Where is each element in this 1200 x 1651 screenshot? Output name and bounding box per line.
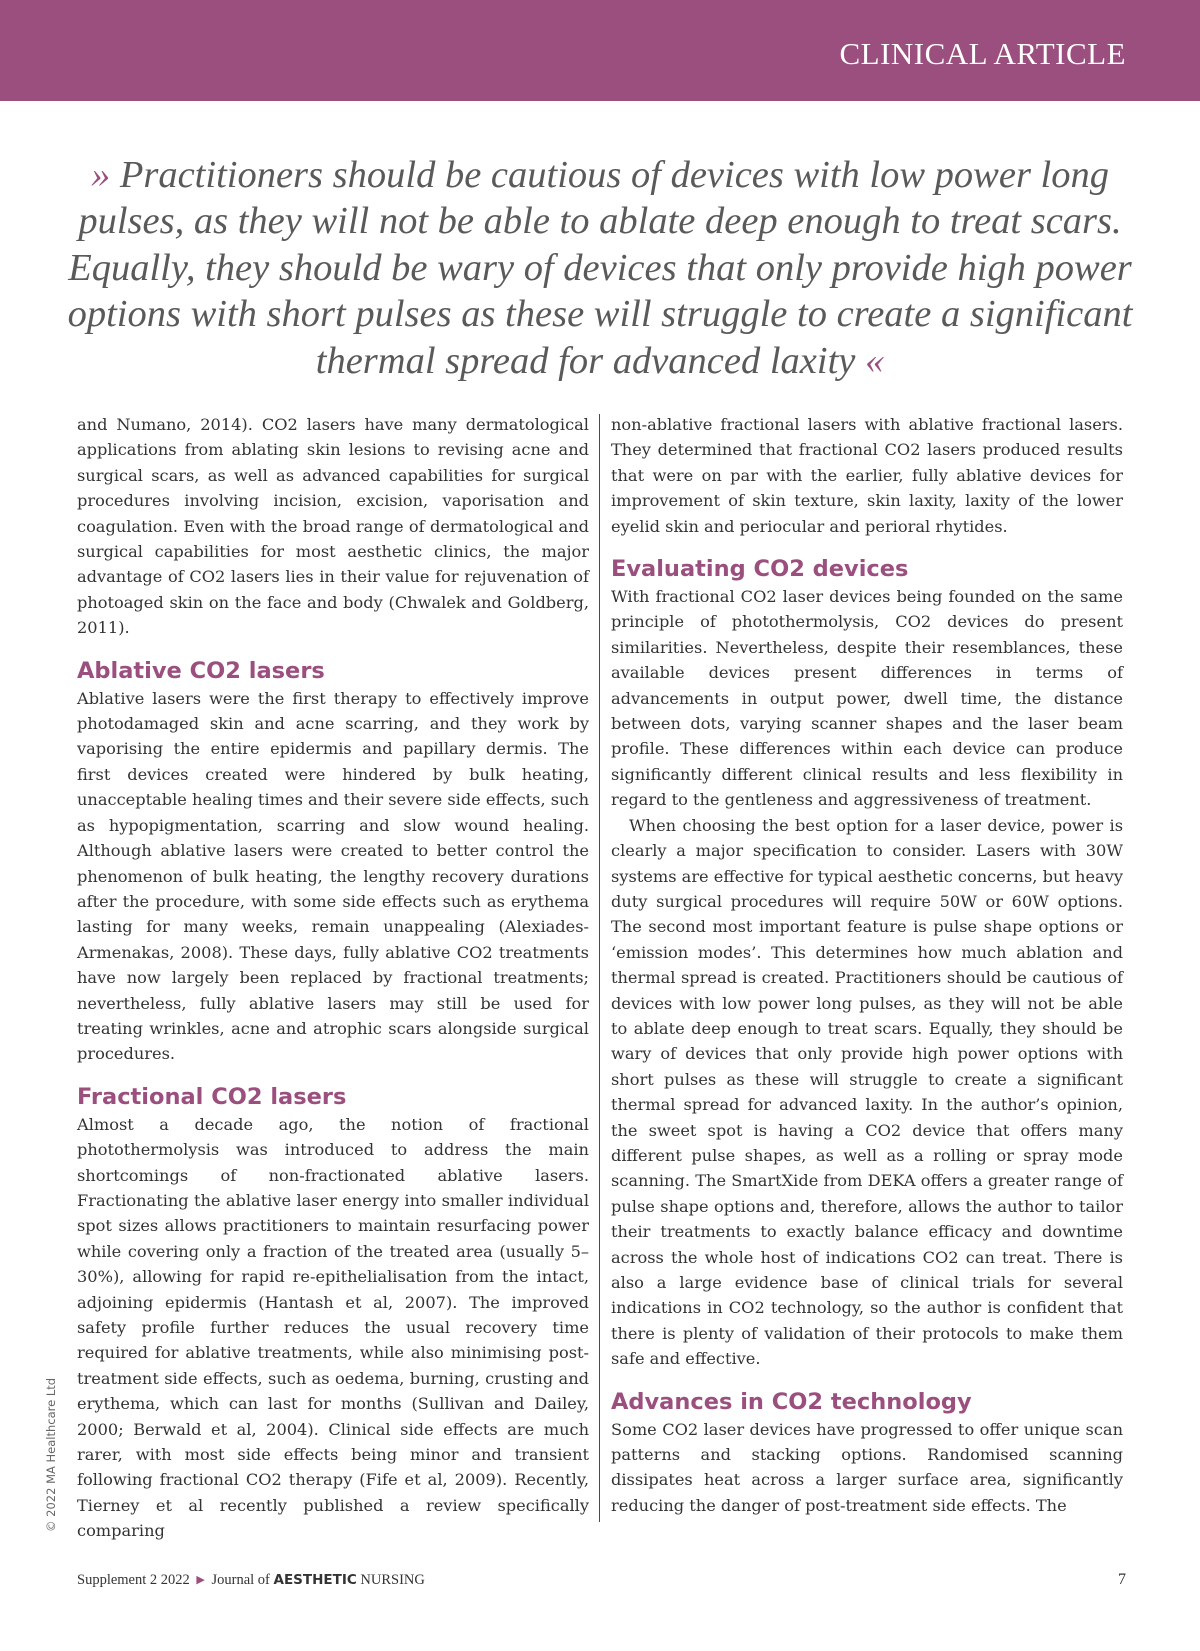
pull-quote-text: Practitioners should be cautious of devices with low power long pulses, as they will not be able to ablate deep enough to treat scars. Equally, they should be wary of devices that only provide high power options with short pulses as these will struggle to create a significant thermal spread for advanced laxity bbox=[67, 154, 1133, 382]
journal-suffix: NURSING bbox=[360, 1572, 425, 1588]
evaluating-heading: Evaluating CO2 devices bbox=[611, 556, 909, 583]
copyright-notice: © 2022 MA Healthcare Ltd bbox=[44, 1377, 58, 1532]
continued-paragraph: non-ablative fractional lasers with ablative fractional lasers. They determined that fractional CO2 lasers produced results that were on par with the earlier, fully ablative devices for improvement of skin texture, skin laxity, laxity of the lower eyelid skin and periocular and perioral rhytides. bbox=[611, 415, 1123, 536]
triangle-right-icon: ▶ bbox=[196, 1574, 205, 1586]
section-label: CLINICAL ARTICLE bbox=[839, 36, 1126, 71]
fractional-heading: Fractional CO2 lasers bbox=[77, 1083, 347, 1110]
ablative-heading: Ablative CO2 lasers bbox=[77, 657, 325, 684]
intro-paragraph: and Numano, 2014). CO2 lasers have many dermatological applications from ablating skin lesions to revising acne and surgical scars, as well as advanced capabilities for surgical procedures involving incision, excision, vaporisation and coagulation. Even with the broad range of dermatological and surgical capabilities for most aesthetic clinics, the major advantage of CO2 lasers lies in their value for rejuvenation of photoaged skin on the face and body (Chwalek and Goldberg, 2011). bbox=[77, 415, 589, 638]
journal-prefix: Journal of bbox=[211, 1572, 270, 1588]
fractional-paragraph: Almost a decade ago, the notion of fractional photothermolysis was introduced to address the main shortcomings of non-fractionated ablative lasers. Fractionating the ablative laser energy into smaller individual spot sizes allows practitioners to maintain resurfacing power while covering only a fraction of the treated area (usually 5–30%), allowing for rapid re-epithelialisation from the intact, adjoining epidermis (Hantash et al, 2007). The improved safety profile further reduces the usual recovery time required for ablative treatments, while also minimising post-treatment side effects, such as oedema, burning, crusting and erythema, which can last for months (Sullivan and Dailey, 2000; Berwald et al, 2004). Clinical side effects are much rarer, with most side effects being minor and transient following fractional CO2 therapy (Fife et al, 2009). Recently, Tierney et al recently published a review specifically comparing bbox=[77, 1114, 589, 1541]
right-column bbox=[611, 412, 1123, 1522]
supplement-label: Supplement 2 2022 bbox=[77, 1572, 190, 1588]
advances-heading: Advances in CO2 technology bbox=[611, 1388, 972, 1415]
evaluating-paragraph-1: With fractional CO2 laser devices being founded on the same principle of photothermolysis, CO2 devices do present similarities. Nevertheless, despite their resemblances, these available devices present differences in terms of advancements in output power, dwell time, the distance between dots, varying scanner shapes and the laser beam profile. These differences within each device can produce significantly different clinical results and less flexibility in regard to the gentleness and aggressiveness of treatment. bbox=[611, 587, 1123, 810]
journal-name-bold: AESTHETIC bbox=[273, 1572, 357, 1588]
evaluating-paragraph-2: When choosing the best option for a laser device, power is clearly a major specification to consider. Lasers with 30W systems are effective for typical aesthetic concerns, but heavy duty surgical procedures will require 50W or 60W options. The second most important feature is pulse shape options or ‘emission modes’. This determines how much ablation and thermal spread is created. Practitioners should be cautious of devices with low power long pulses, as they will not be able to ablate deep enough to treat scars. Equally, they should be wary of devices that only provide high power options with short pulses as these will struggle to create a significant thermal spread for advanced laxity. In the author’s opinion, the sweet spot is having a CO2 device that offers many different pulse shapes, as well as a rolling or spray mode scanning. The SmartXide from DEKA offers a greater range of pulse shape options and, therefore, allows the author to tailor their treatments to exactly balance efficacy and downtime across the whole host of indications CO2 can treat. There is also a large evidence base of clinical trials for several indications in CO2 technology, so the author is confident that there is plenty of validation of their protocols to make them safe and effective. bbox=[611, 815, 1123, 1369]
column-divider bbox=[599, 414, 600, 1522]
open-quote-mark: » bbox=[90, 154, 111, 196]
pull-quote bbox=[64, 152, 1136, 384]
ablative-paragraph: Ablative lasers were the first therapy to effectively improve photodamaged skin and acne scarring, and they work by vaporising the entire epidermis and papillary dermis. The first devices created were hindered by bulk heating, unacceptable healing times and their severe side effects, such as hypopigmentation, scarring and slow wound healing. Although ablative lasers were created to better control the phenomenon of bulk heating, the lengthy recovery durations after the procedure, with some side effects such as erythema lasting for many weeks, remain unappealing (Alexiades-Armenakas, 2008). These days, fully ablative CO2 treatments have now largely been replaced by fractional treatments; nevertheless, fully ablative lasers may still be used for treating wrinkles, acne and atrophic scars alongside surgical procedures. bbox=[77, 688, 589, 1064]
advances-paragraph: Some CO2 laser devices have progressed to offer unique scan patterns and stacking options. Randomised scanning dissipates heat across a larger surface area, significantly reducing the danger of post-treatment side effects. The bbox=[611, 1419, 1123, 1515]
close-quote-mark: « bbox=[864, 339, 885, 382]
footer bbox=[77, 1572, 425, 1589]
page-number: 7 bbox=[1118, 1571, 1126, 1588]
header-band bbox=[0, 0, 1200, 101]
left-column bbox=[77, 412, 589, 1541]
